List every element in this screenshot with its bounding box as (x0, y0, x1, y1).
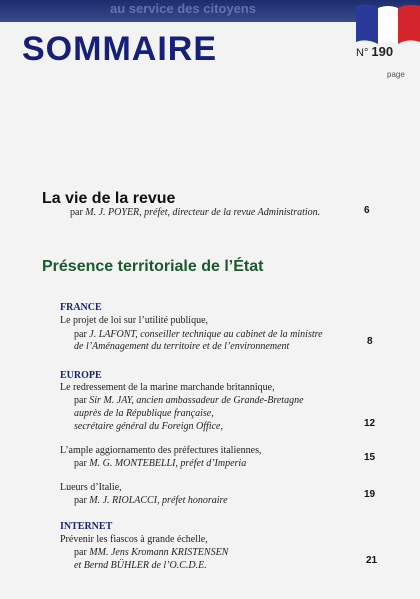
byline-author: Sir M. JAY, ancien ambassadeur de Grande-Bretagne (89, 395, 304, 406)
french-flag-icon (352, 0, 420, 46)
byline-lafont (74, 329, 323, 340)
byline-montebelli (74, 458, 246, 469)
heading-vie-revue: La vie de la revue (42, 190, 176, 207)
entry-title-fiascos: Prévenir les fiascos à grande échelle, (60, 534, 208, 545)
page-column-label: page (387, 70, 405, 79)
byline-author: M. J. POYER, préfet, directeur de la revue Administration. (85, 207, 321, 218)
page-number: 6 (364, 205, 370, 216)
entry-title-prefectures-italiennes: L’ample aggiornamento des préfectures italiennes, (60, 445, 262, 456)
page-title: SOMMAIRE (22, 30, 217, 68)
entry-title-lueurs-italie: Lueurs d’Italie, (60, 482, 122, 493)
page-number: 12 (364, 418, 376, 429)
byline-pre: par (74, 495, 90, 506)
page-number: 19 (364, 489, 376, 500)
section-france: FRANCE (60, 302, 102, 313)
byline-author: MM. Jens Kromann KRISTENSEN (89, 547, 229, 558)
byline-jay-cont-1: auprès de la République française, (74, 408, 214, 419)
byline-author: M. J. RIOLACCI, préfet honoraire (89, 495, 228, 506)
byline-pre: par (74, 395, 90, 406)
byline-jay (74, 395, 304, 406)
section-europe: EUROPE (60, 370, 102, 381)
issue-prefix: N° (356, 47, 369, 59)
byline-lafont-cont: de l’Aménagement du territoire et de l’environnement (74, 341, 290, 352)
byline-author: J. LAFONT, conseiller technique au cabinet de la ministre (89, 329, 323, 340)
issue-value: 190 (371, 44, 394, 59)
byline-pre: par (74, 458, 90, 469)
page-number: 8 (367, 336, 373, 347)
byline-pre: par (74, 329, 90, 340)
byline-poyer (70, 207, 320, 218)
byline-kristensen-cont: et Bernd BÜHLER de l’O.C.D.E. (74, 560, 207, 571)
entry-title-marine-marchande: Le redressement de la marine marchande britannique, (60, 382, 275, 393)
heading-presence-territoriale: Présence territoriale de l’État (42, 258, 264, 275)
byline-riolacci (74, 495, 228, 506)
byline-pre: par (70, 207, 86, 218)
header-band-text: au service des citoyens (110, 1, 256, 16)
page-number: 15 (364, 452, 376, 463)
byline-jay-cont-2: secrétaire général du Foreign Office, (74, 421, 223, 432)
entry-title-utilite-publique: Le projet de loi sur l’utilité publique, (60, 315, 209, 326)
byline-pre: par (74, 547, 90, 558)
byline-author: M. G. MONTEBELLI, préfet d’Imperia (89, 458, 247, 469)
page-number: 21 (366, 555, 378, 566)
section-internet: INTERNET (60, 521, 113, 532)
issue-number (356, 44, 393, 59)
byline-kristensen (74, 547, 228, 558)
